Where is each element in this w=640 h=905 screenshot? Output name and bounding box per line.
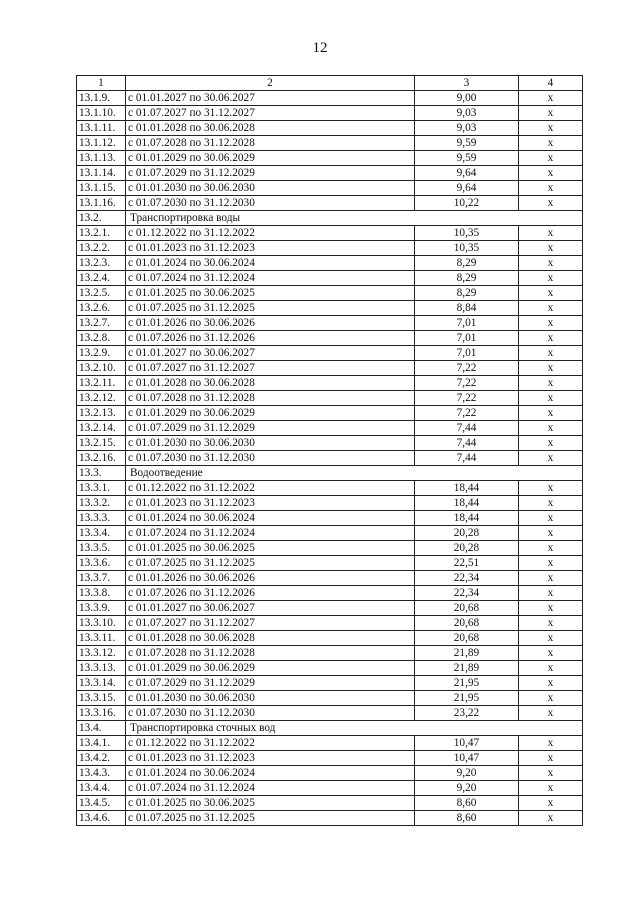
header-col-3: 3: [415, 76, 519, 91]
row-period: с 01.01.2027 по 30.06.2027: [126, 91, 415, 106]
row-number: 13.1.14.: [77, 166, 126, 181]
section-title: Водоотведение: [126, 466, 583, 481]
table-row: [77, 496, 583, 511]
table-row: [77, 751, 583, 766]
row-period: с 01.07.2029 по 31.12.2029: [126, 676, 415, 691]
row-period: с 01.01.2025 по 30.06.2025: [126, 286, 415, 301]
table-row: [77, 391, 583, 406]
row-value: 7,01: [415, 346, 519, 361]
row-mark: х: [519, 406, 583, 421]
row-period: с 01.01.2025 по 30.06.2025: [126, 796, 415, 811]
section-number: 13.4.: [77, 721, 126, 736]
row-number: 13.2.15.: [77, 436, 126, 451]
row-value: 8,60: [415, 811, 519, 826]
row-value: 21,89: [415, 661, 519, 676]
row-mark: х: [519, 151, 583, 166]
row-value: 20,68: [415, 631, 519, 646]
section-number: 13.2.: [77, 211, 126, 226]
table-row: [77, 601, 583, 616]
row-number: 13.1.9.: [77, 91, 126, 106]
table-row: [77, 436, 583, 451]
row-mark: х: [519, 286, 583, 301]
row-mark: х: [519, 616, 583, 631]
table-row: [77, 556, 583, 571]
row-value: 21,89: [415, 646, 519, 661]
row-number: 13.2.6.: [77, 301, 126, 316]
row-number: 13.1.10.: [77, 106, 126, 121]
row-number: 13.1.12.: [77, 136, 126, 151]
row-number: 13.2.2.: [77, 241, 126, 256]
table-row: [77, 271, 583, 286]
table-row: [77, 766, 583, 781]
table-row: [77, 316, 583, 331]
row-value: 7,01: [415, 331, 519, 346]
row-mark: х: [519, 451, 583, 466]
row-mark: х: [519, 196, 583, 211]
row-number: 13.3.1.: [77, 481, 126, 496]
row-number: 13.3.3.: [77, 511, 126, 526]
row-period: с 01.07.2029 по 31.12.2029: [126, 166, 415, 181]
row-value: 9,03: [415, 121, 519, 136]
row-value: 8,60: [415, 796, 519, 811]
row-period: с 01.01.2030 по 30.06.2030: [126, 181, 415, 196]
table-row: [77, 151, 583, 166]
row-mark: х: [519, 526, 583, 541]
table-row: [77, 106, 583, 121]
row-period: с 01.07.2028 по 31.12.2028: [126, 136, 415, 151]
row-mark: х: [519, 496, 583, 511]
table-row: [77, 661, 583, 676]
row-period: с 01.01.2029 по 30.06.2029: [126, 406, 415, 421]
row-number: 13.2.14.: [77, 421, 126, 436]
row-mark: х: [519, 241, 583, 256]
row-number: 13.4.5.: [77, 796, 126, 811]
row-period: с 01.07.2025 по 31.12.2025: [126, 556, 415, 571]
row-value: 20,28: [415, 526, 519, 541]
row-mark: х: [519, 121, 583, 136]
row-number: 13.1.13.: [77, 151, 126, 166]
row-period: с 01.07.2027 по 31.12.2027: [126, 361, 415, 376]
row-number: 13.3.13.: [77, 661, 126, 676]
row-number: 13.3.14.: [77, 676, 126, 691]
row-period: с 01.01.2024 по 30.06.2024: [126, 256, 415, 271]
row-number: 13.4.2.: [77, 751, 126, 766]
table-row: [77, 541, 583, 556]
row-mark: х: [519, 556, 583, 571]
row-period: с 01.01.2027 по 30.06.2027: [126, 601, 415, 616]
row-mark: х: [519, 301, 583, 316]
row-value: 8,29: [415, 256, 519, 271]
row-period: с 01.07.2030 по 31.12.2030: [126, 706, 415, 721]
row-mark: х: [519, 796, 583, 811]
row-value: 22,51: [415, 556, 519, 571]
row-number: 13.2.11.: [77, 376, 126, 391]
row-value: 22,34: [415, 571, 519, 586]
row-mark: х: [519, 106, 583, 121]
row-period: с 01.07.2030 по 31.12.2030: [126, 451, 415, 466]
table-row: [77, 346, 583, 361]
row-number: 13.2.8.: [77, 331, 126, 346]
row-value: 9,64: [415, 181, 519, 196]
row-number: 13.3.16.: [77, 706, 126, 721]
row-mark: х: [519, 736, 583, 751]
row-number: 13.1.11.: [77, 121, 126, 136]
row-mark: х: [519, 706, 583, 721]
section-row: [77, 211, 583, 226]
row-period: с 01.01.2030 по 30.06.2030: [126, 436, 415, 451]
row-value: 7,01: [415, 316, 519, 331]
row-value: 20,68: [415, 601, 519, 616]
section-row: [77, 466, 583, 481]
table-row: [77, 781, 583, 796]
row-number: 13.4.4.: [77, 781, 126, 796]
row-mark: х: [519, 766, 583, 781]
row-period: с 01.01.2029 по 30.06.2029: [126, 151, 415, 166]
row-mark: х: [519, 661, 583, 676]
table-row: [77, 286, 583, 301]
row-number: 13.3.6.: [77, 556, 126, 571]
row-number: 13.3.12.: [77, 646, 126, 661]
row-mark: х: [519, 346, 583, 361]
row-value: 7,44: [415, 436, 519, 451]
row-value: 10,47: [415, 736, 519, 751]
table-row: [77, 421, 583, 436]
table-row: [77, 706, 583, 721]
row-number: 13.3.2.: [77, 496, 126, 511]
row-period: с 01.01.2026 по 30.06.2026: [126, 316, 415, 331]
row-mark: х: [519, 436, 583, 451]
row-number: 13.3.8.: [77, 586, 126, 601]
row-period: с 01.01.2023 по 31.12.2023: [126, 496, 415, 511]
row-value: 8,29: [415, 271, 519, 286]
row-period: с 01.12.2022 по 31.12.2022: [126, 226, 415, 241]
table-row: [77, 511, 583, 526]
row-mark: х: [519, 511, 583, 526]
row-number: 13.2.9.: [77, 346, 126, 361]
table-row: [77, 691, 583, 706]
page-number: 12: [312, 40, 328, 56]
row-value: 18,44: [415, 481, 519, 496]
row-mark: х: [519, 601, 583, 616]
row-value: 9,00: [415, 91, 519, 106]
table-header-row: [77, 76, 583, 91]
row-mark: х: [519, 571, 583, 586]
header-col-1: 1: [77, 76, 126, 91]
table-row: [77, 616, 583, 631]
section-title: Транспортировка сточных вод: [126, 721, 583, 736]
table-row: [77, 241, 583, 256]
row-value: 7,22: [415, 361, 519, 376]
row-value: 8,29: [415, 286, 519, 301]
table-row: [77, 226, 583, 241]
table-row: [77, 526, 583, 541]
row-mark: х: [519, 676, 583, 691]
table-row: [77, 796, 583, 811]
row-period: с 01.07.2024 по 31.12.2024: [126, 526, 415, 541]
table-row: [77, 631, 583, 646]
row-number: 13.3.11.: [77, 631, 126, 646]
row-period: с 01.07.2026 по 31.12.2026: [126, 331, 415, 346]
row-value: 10,22: [415, 196, 519, 211]
row-number: 13.4.1.: [77, 736, 126, 751]
row-mark: х: [519, 316, 583, 331]
row-value: 7,44: [415, 421, 519, 436]
row-period: с 01.07.2026 по 31.12.2026: [126, 586, 415, 601]
row-number: 13.2.7.: [77, 316, 126, 331]
row-mark: х: [519, 691, 583, 706]
row-mark: х: [519, 361, 583, 376]
row-period: с 01.07.2028 по 31.12.2028: [126, 391, 415, 406]
row-value: 10,47: [415, 751, 519, 766]
row-mark: х: [519, 226, 583, 241]
row-period: с 01.07.2029 по 31.12.2029: [126, 421, 415, 436]
table-row: [77, 571, 583, 586]
row-value: 7,22: [415, 376, 519, 391]
row-mark: х: [519, 271, 583, 286]
row-value: 9,20: [415, 781, 519, 796]
row-value: 23,22: [415, 706, 519, 721]
row-period: с 01.07.2027 по 31.12.2027: [126, 616, 415, 631]
row-number: 13.4.6.: [77, 811, 126, 826]
row-value: 18,44: [415, 511, 519, 526]
row-mark: х: [519, 376, 583, 391]
row-period: с 01.07.2024 по 31.12.2024: [126, 781, 415, 796]
row-period: с 01.12.2022 по 31.12.2022: [126, 736, 415, 751]
row-value: 20,68: [415, 616, 519, 631]
row-value: 9,20: [415, 766, 519, 781]
row-mark: х: [519, 421, 583, 436]
row-value: 9,64: [415, 166, 519, 181]
row-period: с 01.01.2027 по 30.06.2027: [126, 346, 415, 361]
row-number: 13.3.15.: [77, 691, 126, 706]
row-mark: х: [519, 136, 583, 151]
row-period: с 01.07.2025 по 31.12.2025: [126, 811, 415, 826]
row-number: 13.4.3.: [77, 766, 126, 781]
row-number: 13.2.12.: [77, 391, 126, 406]
row-period: с 01.07.2030 по 31.12.2030: [126, 196, 415, 211]
row-number: 13.3.7.: [77, 571, 126, 586]
row-number: 13.2.4.: [77, 271, 126, 286]
row-mark: х: [519, 586, 583, 601]
table-row: [77, 586, 583, 601]
row-value: 9,59: [415, 136, 519, 151]
row-number: 13.3.10.: [77, 616, 126, 631]
row-mark: х: [519, 166, 583, 181]
row-period: с 01.07.2028 по 31.12.2028: [126, 646, 415, 661]
row-number: 13.3.4.: [77, 526, 126, 541]
row-period: с 01.01.2024 по 30.06.2024: [126, 766, 415, 781]
row-value: 10,35: [415, 226, 519, 241]
row-period: с 01.01.2030 по 30.06.2030: [126, 691, 415, 706]
table-row: [77, 481, 583, 496]
row-period: с 01.01.2024 по 30.06.2024: [126, 511, 415, 526]
row-period: с 01.01.2028 по 30.06.2028: [126, 376, 415, 391]
row-value: 20,28: [415, 541, 519, 556]
table-row: [77, 301, 583, 316]
row-mark: х: [519, 331, 583, 346]
table-row: [77, 646, 583, 661]
header-col-2: 2: [126, 76, 415, 91]
row-number: 13.2.1.: [77, 226, 126, 241]
row-period: с 01.12.2022 по 31.12.2022: [126, 481, 415, 496]
table-row: [77, 196, 583, 211]
row-mark: х: [519, 631, 583, 646]
row-value: 22,34: [415, 586, 519, 601]
row-number: 13.1.15.: [77, 181, 126, 196]
row-value: 9,59: [415, 151, 519, 166]
row-mark: х: [519, 811, 583, 826]
row-value: 10,35: [415, 241, 519, 256]
header-col-4: 4: [519, 76, 583, 91]
table-row: [77, 811, 583, 826]
row-mark: х: [519, 751, 583, 766]
row-mark: х: [519, 646, 583, 661]
row-mark: х: [519, 541, 583, 556]
section-title: Транспортировка воды: [126, 211, 583, 226]
table-row: [77, 256, 583, 271]
row-number: 13.2.3.: [77, 256, 126, 271]
row-mark: х: [519, 91, 583, 106]
table-row: [77, 181, 583, 196]
row-number: 13.1.16.: [77, 196, 126, 211]
tariff-table-body: [77, 76, 583, 826]
row-number: 13.2.16.: [77, 451, 126, 466]
table-row: [77, 121, 583, 136]
row-number: 13.3.9.: [77, 601, 126, 616]
row-number: 13.2.5.: [77, 286, 126, 301]
row-value: 9,03: [415, 106, 519, 121]
row-period: с 01.01.2028 по 30.06.2028: [126, 121, 415, 136]
row-period: с 01.01.2025 по 30.06.2025: [126, 541, 415, 556]
table-row: [77, 451, 583, 466]
table-row: [77, 331, 583, 346]
row-period: с 01.01.2026 по 30.06.2026: [126, 571, 415, 586]
section-number: 13.3.: [77, 466, 126, 481]
row-mark: х: [519, 781, 583, 796]
row-period: с 01.01.2023 по 31.12.2023: [126, 241, 415, 256]
table-row: [77, 376, 583, 391]
row-number: 13.2.13.: [77, 406, 126, 421]
row-value: 21,95: [415, 691, 519, 706]
table-row: [77, 136, 583, 151]
table-row: [77, 406, 583, 421]
row-period: с 01.01.2023 по 31.12.2023: [126, 751, 415, 766]
row-value: 7,44: [415, 451, 519, 466]
table-row: [77, 166, 583, 181]
table-row: [77, 736, 583, 751]
row-value: 18,44: [415, 496, 519, 511]
row-mark: х: [519, 256, 583, 271]
section-row: [77, 721, 583, 736]
row-mark: х: [519, 481, 583, 496]
row-period: с 01.07.2025 по 31.12.2025: [126, 301, 415, 316]
row-mark: х: [519, 391, 583, 406]
table-row: [77, 91, 583, 106]
tariff-table: [76, 75, 583, 826]
table-row: [77, 676, 583, 691]
row-period: с 01.01.2029 по 30.06.2029: [126, 661, 415, 676]
row-period: с 01.07.2024 по 31.12.2024: [126, 271, 415, 286]
row-mark: х: [519, 181, 583, 196]
row-value: 8,84: [415, 301, 519, 316]
row-number: 13.2.10.: [77, 361, 126, 376]
row-value: 7,22: [415, 406, 519, 421]
row-value: 7,22: [415, 391, 519, 406]
row-period: с 01.01.2028 по 30.06.2028: [126, 631, 415, 646]
table-row: [77, 361, 583, 376]
row-number: 13.3.5.: [77, 541, 126, 556]
row-value: 21,95: [415, 676, 519, 691]
row-period: с 01.07.2027 по 31.12.2027: [126, 106, 415, 121]
